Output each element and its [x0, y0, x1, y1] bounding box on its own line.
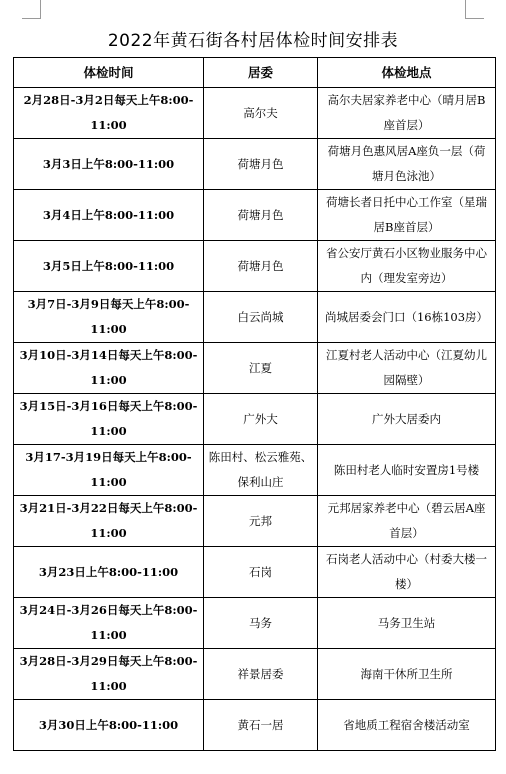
header-exam-time: 体检时间 [14, 58, 204, 88]
margin-mark-right-vertical [465, 0, 466, 19]
exam-time-cell: 3月30日上午8:00-11:00 [14, 700, 204, 751]
document-title: 2022年黄石街各村居体检时间安排表 [107, 31, 399, 51]
table-row [14, 649, 496, 700]
table-header-row [14, 58, 496, 88]
committee-cell: 高尔夫 [204, 88, 318, 139]
committee-cell: 祥景居委 [204, 649, 318, 700]
margin-mark-left-vertical [40, 0, 41, 19]
committee-cell: 元邦 [204, 496, 318, 547]
schedule-table [13, 57, 496, 751]
exam-time-cell: 2月28日-3月2日每天上午8:00-11:00 [14, 88, 204, 139]
exam-time-cell: 3月4日上午8:00-11:00 [14, 190, 204, 241]
exam-time-cell: 3月10日-3月14日每天上午8:00-11:00 [14, 343, 204, 394]
committee-cell: 广外大 [204, 394, 318, 445]
table-row [14, 139, 496, 190]
committee-cell: 荷塘月色 [204, 241, 318, 292]
committee-cell: 荷塘月色 [204, 139, 318, 190]
exam-time-cell: 3月23日上午8:00-11:00 [14, 547, 204, 598]
table-row [14, 292, 496, 343]
location-cell: 荷塘月色惠风居A座负一层（荷塘月色泳池） [318, 139, 496, 190]
location-cell: 荷塘长者日托中心工作室（星瑞居B座首层） [318, 190, 496, 241]
header-committee: 居委 [204, 58, 318, 88]
location-cell: 海南干休所卫生所 [318, 649, 496, 700]
location-cell: 马务卫生站 [318, 598, 496, 649]
exam-time-cell: 3月5日上午8:00-11:00 [14, 241, 204, 292]
margin-mark-right-horizontal [465, 18, 484, 19]
table-row [14, 598, 496, 649]
location-cell: 元邦居家养老中心（碧云居A座首层） [318, 496, 496, 547]
location-cell: 省公安厅黄石小区物业服务中心内（理发室旁边） [318, 241, 496, 292]
table-row [14, 445, 496, 496]
header-exam-location: 体检地点 [318, 58, 496, 88]
exam-time-cell: 3月28日-3月29日每天上午8:00-11:00 [14, 649, 204, 700]
location-cell: 广外大居委内 [318, 394, 496, 445]
location-cell: 省地质工程宿舍楼活动室 [318, 700, 496, 751]
exam-time-cell: 3月15日-3月16日每天上午8:00-11:00 [14, 394, 204, 445]
margin-mark-left-horizontal [22, 18, 41, 19]
exam-time-cell: 3月7日-3月9日每天上午8:00-11:00 [14, 292, 204, 343]
committee-cell: 江夏 [204, 343, 318, 394]
table-row [14, 700, 496, 751]
exam-time-cell: 3月17-3月19日每天上午8:00-11:00 [14, 445, 204, 496]
committee-cell: 马务 [204, 598, 318, 649]
table-row [14, 343, 496, 394]
committee-cell: 荷塘月色 [204, 190, 318, 241]
table-row [14, 190, 496, 241]
location-cell: 尚城居委会门口（16栋103房） [318, 292, 496, 343]
location-cell: 石岗老人活动中心（村委大楼一楼） [318, 547, 496, 598]
location-cell: 高尔夫居家养老中心（晴月居B座首层） [318, 88, 496, 139]
committee-cell: 陈田村、松云雅苑、保利山庄 [204, 445, 318, 496]
table-row [14, 394, 496, 445]
location-cell: 陈田村老人临时安置房1号楼 [318, 445, 496, 496]
table-row [14, 547, 496, 598]
exam-time-cell: 3月21日-3月22日每天上午8:00-11:00 [14, 496, 204, 547]
table-row [14, 88, 496, 139]
committee-cell: 石岗 [204, 547, 318, 598]
table-row [14, 241, 496, 292]
location-cell: 江夏村老人活动中心（江夏幼儿园隔壁） [318, 343, 496, 394]
committee-cell: 黄石一居 [204, 700, 318, 751]
committee-cell: 白云尚城 [204, 292, 318, 343]
exam-time-cell: 3月24日-3月26日每天上午8:00-11:00 [14, 598, 204, 649]
exam-time-cell: 3月3日上午8:00-11:00 [14, 139, 204, 190]
table-row [14, 496, 496, 547]
